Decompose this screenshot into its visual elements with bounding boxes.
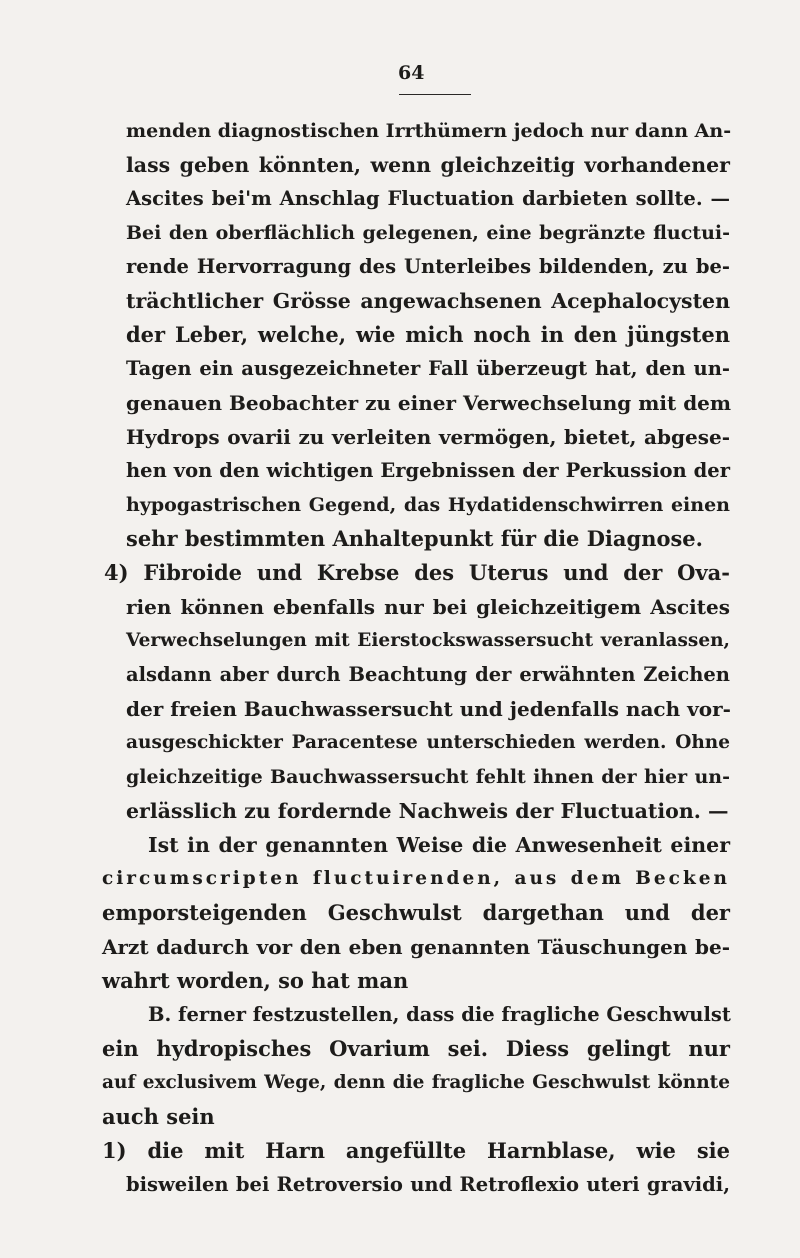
text-line: 4) Fibroide und Krebse des Uterus und der Ova- [104, 560, 730, 585]
text-line: erlässlich zu fordernde Nachweis der Fluctuation. — [126, 799, 729, 823]
text-line: ein hydropisches Ovarium sei. Diess gelingt nur [102, 1036, 730, 1061]
text-line: Ist in der genannten Weise die Anwesenheit einer [148, 833, 730, 857]
text-line: alsdann aber durch Beachtung der erwähnten Zeichen [126, 663, 730, 686]
text-line: hen von den wichtigen Ergebnissen der Perkussion der [126, 459, 730, 482]
text-line: auch sein [102, 1104, 215, 1129]
text-line: circumscripten fluctuirenden, aus dem Becken [102, 868, 730, 889]
text-line: Bei den oberflächlich gelegenen, eine begränzte fluctui- [126, 222, 730, 244]
page-number: 64 [398, 62, 425, 84]
text-line: 1) die mit Harn angefüllte Harnblase, wie sie [102, 1138, 730, 1163]
text-line: rien können ebenfalls nur bei gleichzeitigem Ascites [126, 595, 730, 619]
text-line: der Leber, welche, wie mich noch in den jüngsten [126, 322, 730, 347]
text-line: Ascites bei'm Anschlag Fluctuation darbieten sollte. — [126, 187, 730, 210]
text-line: rende Hervorragung des Unterleibes bildenden, zu be- [126, 255, 730, 278]
text-line: Verwechselungen mit Eierstockswassersucht veranlassen, [126, 630, 730, 651]
text-line: Hydrops ovarii zu verleiten vermögen, bietet, abgese- [126, 425, 730, 449]
text-line: bisweilen bei Retroversio und Retroflexio uteri gravidi, [126, 1173, 730, 1196]
text-line: trächtlicher Grösse angewachsenen Acephalocysten [126, 289, 730, 313]
text-line: ausgeschickter Paracentese unterschieden werden. Ohne [126, 732, 730, 753]
text-line: Arzt dadurch vor den eben genannten Täuschungen be- [102, 935, 730, 959]
text-line: wahrt worden, so hat man [102, 968, 409, 993]
text-line: auf exclusivem Wege, denn die fragliche Geschwulst könnte [102, 1072, 730, 1093]
text-line: lass geben könnten, wenn gleichzeitig vorhandener [126, 153, 730, 177]
text-line: gleichzeitige Bauchwassersucht fehlt ihnen der hier un- [126, 766, 730, 788]
text-line: genauen Beobachter zu einer Verwechselung mit dem [126, 391, 732, 415]
page-number-rule [399, 94, 471, 95]
text-line: B. ferner festzustellen, dass die fragliche Geschwulst [148, 1003, 731, 1026]
text-line: sehr bestimmten Anhaltepunkt für die Diagnose. [126, 526, 703, 551]
text-line: menden diagnostischen Irrthümern jedoch nur dann An- [126, 120, 732, 142]
text-line: hypogastrischen Gegend, das Hydatidenschwirren einen [126, 494, 730, 516]
text-line: der freien Bauchwassersucht und jedenfalls nach vor- [126, 697, 731, 721]
text-line: Tagen ein ausgezeichneter Fall überzeugt hat, den un- [126, 357, 730, 380]
text-line: emporsteigenden Geschwulst dargethan und der [102, 900, 730, 925]
